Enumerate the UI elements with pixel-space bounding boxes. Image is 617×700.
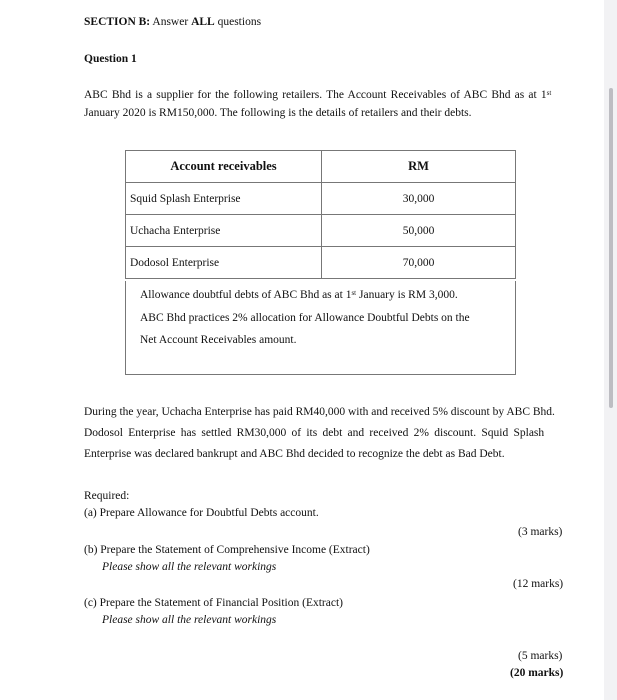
table-note-line-1: Allowance doubtful debts of ABC Bhd as at 1st January is RM 3,000. (140, 289, 458, 301)
table-header-row (126, 151, 516, 183)
table-row (126, 247, 516, 279)
part-a-text: (a) Prepare Allowance for Doubtful Debts account. (84, 507, 319, 519)
header-rm: RM (322, 151, 516, 183)
row-name: Dodosol Enterprise (126, 247, 322, 279)
header-account-receivables: Account receivables (126, 151, 322, 183)
row-name: Uchacha Enterprise (126, 215, 322, 247)
row-amount: 70,000 (322, 247, 516, 279)
paragraph-line-1: During the year, Uchacha Enterprise has paid RM40,000 with and received 5% discount by ABC Bhd. (84, 406, 555, 418)
intro-line-1: ABC Bhd is a supplier for the following retailers. The Account Receivables of ABC Bhd as at 1st (84, 89, 552, 101)
part-b-note: Please show all the relevant workings (102, 561, 277, 573)
row-amount: 50,000 (322, 215, 516, 247)
question-title: Question 1 (84, 53, 137, 65)
table-note-line-3: Net Account Receivables amount. (140, 334, 297, 346)
paragraph-line-2: Dodosol Enterprise has settled RM30,000 of its debt and received 2% discount. Squid Splash (84, 427, 545, 439)
part-c-text: (c) Prepare the Statement of Financial Position (Extract) (84, 597, 343, 609)
intro-line-2: January 2020 is RM150,000. The following is the details of retailers and their debts. (84, 107, 472, 119)
part-b-text: (b) Prepare the Statement of Comprehensive Income (Extract) (84, 544, 370, 556)
row-name: Squid Splash Enterprise (126, 183, 322, 215)
total-marks: (20 marks) (510, 667, 564, 679)
table-note-line-2: ABC Bhd practices 2% allocation for Allowance Doubtful Debts on the (140, 312, 470, 324)
table-row (126, 183, 516, 215)
part-c-marks: (5 marks) (518, 650, 563, 662)
receivables-table (125, 150, 516, 279)
section-title: SECTION B: Answer ALL questions (84, 16, 262, 28)
row-amount: 30,000 (322, 183, 516, 215)
paragraph-line-3: Enterprise was declared bankrupt and ABC Bhd decided to recognize the debt as Bad Debt. (84, 448, 505, 460)
part-a-marks: (3 marks) (518, 526, 563, 538)
table-row (126, 215, 516, 247)
vertical-scrollbar[interactable] (609, 88, 613, 408)
part-c-note: Please show all the relevant workings (102, 614, 277, 626)
required-label: Required: (84, 490, 130, 502)
part-b-marks: (12 marks) (513, 578, 564, 590)
